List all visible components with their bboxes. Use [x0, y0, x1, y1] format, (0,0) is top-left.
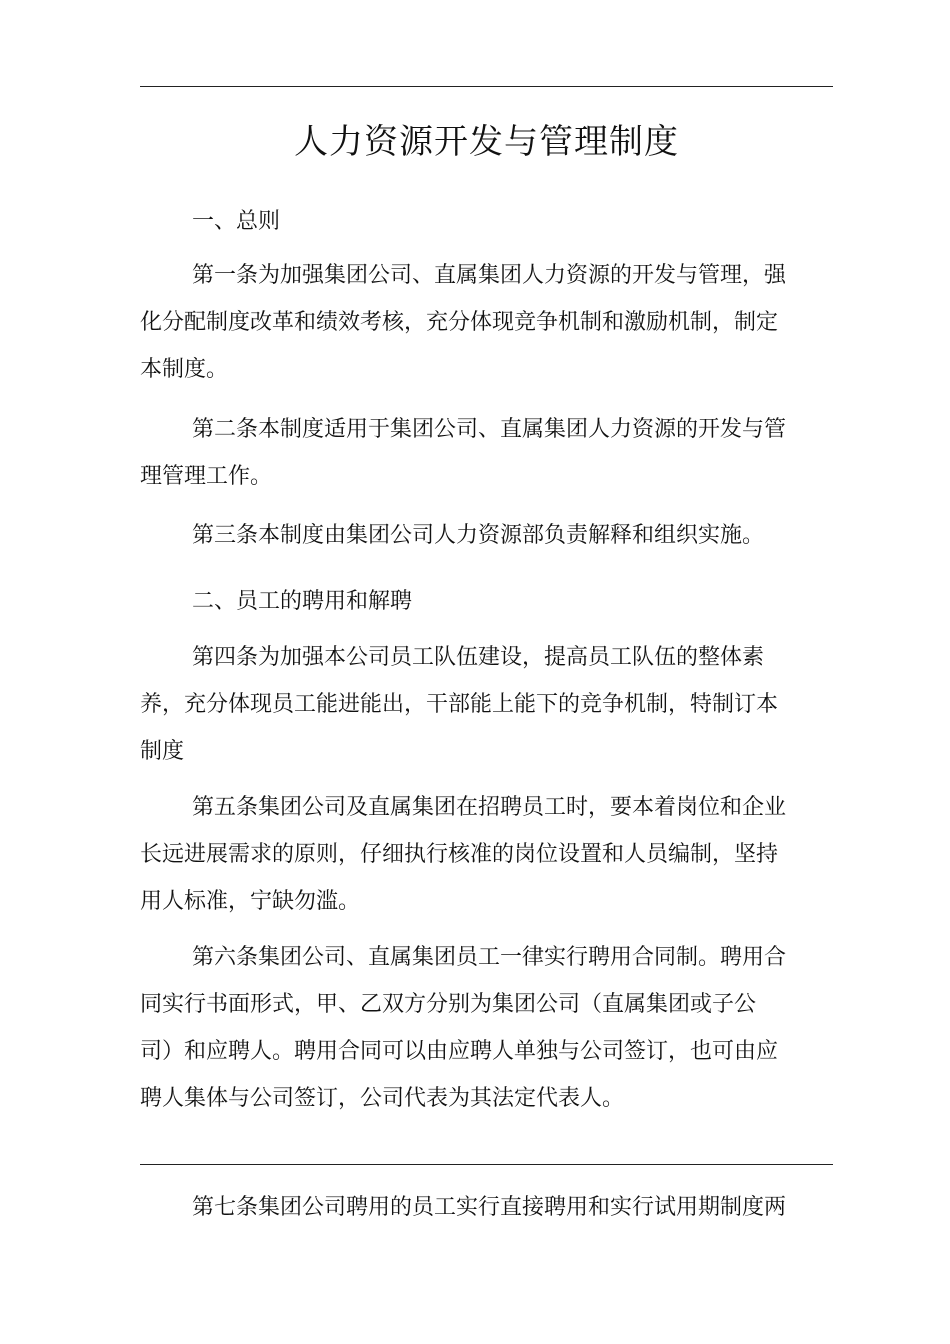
paragraph-article-2	[140, 406, 833, 500]
section-heading-general	[140, 198, 833, 245]
paragraph-article-6	[140, 934, 833, 1122]
paragraph-line: 同实行书面形式，甲、乙双方分别为集团公司（直属集团或子公	[140, 992, 757, 1017]
paragraph-line: 第二条本制度适用于集团公司、直属集团人力资源的开发与管	[192, 417, 787, 442]
paragraph-line: 第三条本制度由集团公司人力资源部负责解释和组织实施。	[192, 523, 765, 548]
paragraph-line: 化分配制度改革和绩效考核，充分体现竞争机制和激励机制，制定	[140, 310, 779, 335]
paragraph-line: 司）和应聘人。聘用合同可以由应聘人单独与公司签订，也可由应	[140, 1039, 779, 1064]
paragraph-line: 第七条集团公司聘用的员工实行直接聘用和实行试用期制度两	[192, 1195, 787, 1220]
paragraph-line: 用人标准，宁缺勿滥。	[140, 889, 361, 914]
paragraph-line: 长远进展需求的原则，仔细执行核准的岗位设置和人员编制，坚持	[140, 842, 779, 867]
page-break-rule	[140, 1164, 833, 1165]
paragraph-line: 第四条为加强本公司员工队伍建设，提高员工队伍的整体素	[192, 645, 765, 670]
paragraph-article-4	[140, 634, 833, 775]
paragraph-line: 本制度。	[140, 357, 229, 382]
section-heading-text: 二、员工的聘用和解聘	[192, 589, 413, 614]
paragraph-line: 聘人集体与公司签订，公司代表为其法定代表人。	[140, 1086, 625, 1111]
paragraph-article-5	[140, 784, 833, 925]
paragraph-article-3	[140, 512, 833, 559]
paragraph-article-7	[140, 1184, 833, 1231]
paragraph-article-1	[140, 252, 833, 393]
paragraph-line: 第五条集团公司及直属集团在招聘员工时，要本着岗位和企业	[192, 795, 787, 820]
section-heading-text: 一、总则	[192, 209, 281, 234]
paragraph-line: 制度	[140, 739, 185, 764]
document-title: 人力资源开发与管理制度	[294, 122, 679, 162]
paragraph-line: 第六条集团公司、直属集团员工一律实行聘用合同制。聘用合	[192, 945, 787, 970]
paragraph-line: 第一条为加强集团公司、直属集团人力资源的开发与管理，强	[192, 263, 787, 288]
section-heading-employment	[140, 578, 833, 625]
top-rule	[140, 86, 833, 87]
paragraph-line: 理管理工作。	[140, 464, 273, 489]
paragraph-line: 养，充分体现员工能进能出，干部能上能下的竞争机制，特制订本	[140, 692, 779, 717]
